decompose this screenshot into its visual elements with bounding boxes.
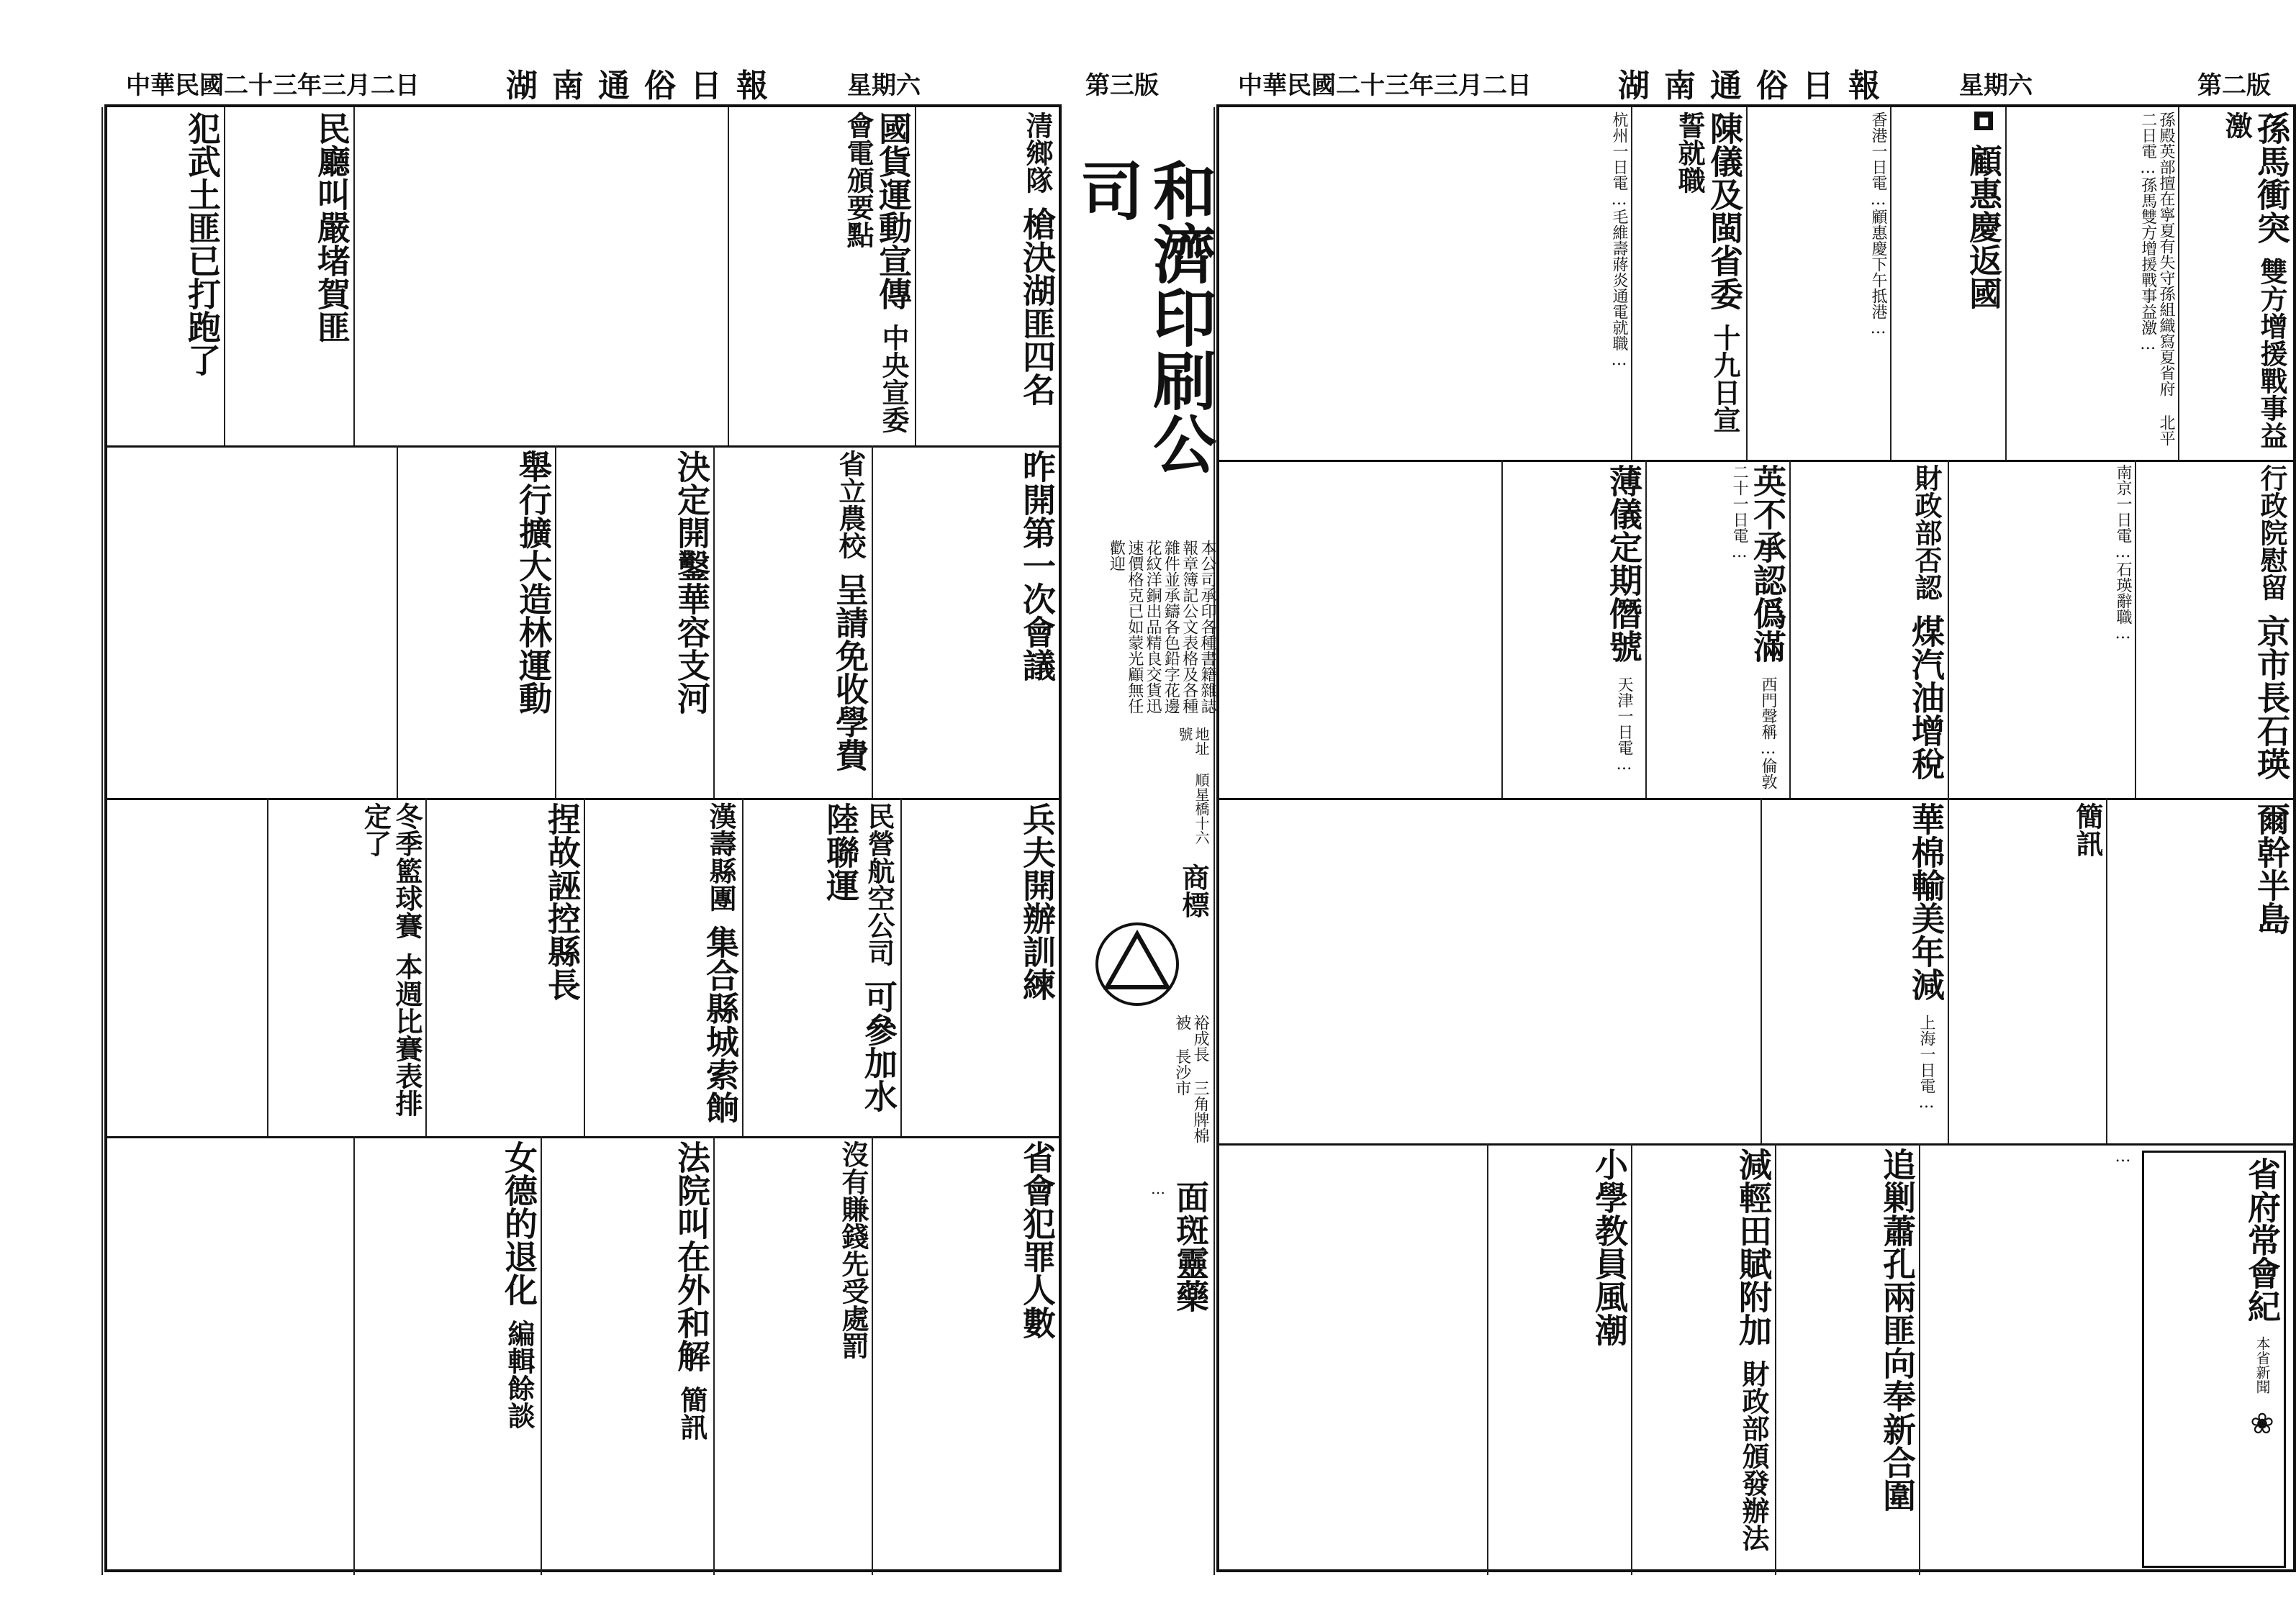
subheadline: 煤汽油增稅 <box>1907 614 1945 780</box>
triangle-trademark-icon <box>1094 921 1180 1007</box>
article-brief <box>1948 798 2106 1143</box>
article-nanjing-mayor <box>2135 460 2293 798</box>
article-body: … <box>1919 1143 2135 1575</box>
article-body: 香港一日電…顧惠慶下午抵港… <box>1746 107 1890 460</box>
section-label: 本省新聞 <box>2254 1336 2271 1394</box>
headline: 財政部否認 <box>1910 464 1943 601</box>
headline: 民營航空公司 <box>863 802 895 966</box>
article-civil-dept <box>224 107 353 445</box>
article-filler <box>1213 1143 1487 1575</box>
subheadline: 財政部頒發辦法 <box>1737 1360 1770 1551</box>
subheadline: 行政院慰留 <box>2256 464 2288 601</box>
article-crime <box>872 1136 1059 1575</box>
article-womens-virtue <box>353 1136 541 1575</box>
trademark-label: 商標 <box>1178 863 1210 918</box>
headline: 兵夫開辦訓練 <box>1018 802 1057 1001</box>
article-qingxiang <box>915 107 1059 445</box>
headline: 昨開第一次會議 <box>1018 450 1057 681</box>
bullet-square-icon: ◼ <box>1974 112 1993 130</box>
headline: 女德的退化 <box>500 1140 538 1306</box>
printing-ad-body: 本公司承印各種書籍雜誌報章簿記公文表格及各種雜件並承鑄各色鉛字花邊花紋洋銅出品精良交貨迅速價格克已如蒙光顧無任歡迎 <box>1107 540 1216 714</box>
article-body: 杭州一日電…毛維壽蔣炎通電就職… <box>1213 107 1631 460</box>
article-balkan <box>2106 798 2293 1143</box>
subheadline: 十九日宣誓就職 <box>1673 112 1741 433</box>
paper-title-right: 湖南通俗日報 <box>1618 68 1894 104</box>
newspaper-page-left <box>104 104 1062 1572</box>
subheadline: 呈請免收學費 <box>831 573 869 771</box>
headline: 簡訊 <box>2071 802 2104 857</box>
headline: 省會犯罪人數 <box>1018 1140 1057 1339</box>
article-bandits <box>101 107 224 445</box>
weekday-right: 星期六 <box>1959 71 2033 100</box>
article-meeting <box>872 445 1059 798</box>
headline: 犯武土匪已打跑了 <box>183 112 222 376</box>
headline: 清鄉隊 <box>1021 112 1054 194</box>
headline: 冬季籃球賽 <box>391 802 423 939</box>
subheadline: 槍決湖匪四名 <box>1018 207 1057 406</box>
subheadline: 簡訊 <box>676 1386 708 1441</box>
trademark-text: 裕成長 三角牌棉被 長沙市 <box>1172 1015 1209 1143</box>
article-body: 南京一日電…石瑛辭職… <box>1948 460 2135 798</box>
article-sun-ma <box>2178 107 2293 460</box>
article-aviation <box>742 798 900 1136</box>
article-filler <box>1213 460 1501 798</box>
headline: 華棉輸美年減 <box>1907 802 1945 1001</box>
headline: 小學教員風潮 <box>1590 1148 1629 1346</box>
headline: 決定開鑿華容支河 <box>672 450 711 715</box>
weekday-left: 星期六 <box>847 71 921 100</box>
article-penalty <box>713 1136 872 1575</box>
masthead-left <box>112 66 1177 104</box>
headline: 陳儀及閩省委 <box>1705 112 1744 310</box>
subheadline: 中央宣委會電頒要點 <box>842 112 910 433</box>
article-soldiers <box>900 798 1059 1136</box>
subheadline: 集合縣城索餉 <box>701 925 740 1124</box>
article-filler <box>101 1136 353 1575</box>
article-body: 上海一日電… <box>1917 1015 1935 1112</box>
paper-title-left: 湖南通俗日報 <box>506 68 782 104</box>
newspaper-page-right <box>1216 104 2296 1572</box>
article-gu <box>1890 107 2005 460</box>
headline: 英不承認僞滿 <box>1748 464 1787 663</box>
article-filler <box>101 798 267 1136</box>
article-filler <box>1213 798 1761 1143</box>
medicine-ad <box>1065 1180 1209 1569</box>
date-left: 中華民國二十三年三月二日 <box>126 71 420 100</box>
flower-ornament-icon: ❀ <box>2246 1407 2279 1441</box>
headline: 省府常會紀 <box>2243 1157 2282 1323</box>
subheadline: 可參加水陸聯運 <box>821 802 898 1112</box>
headline: 減輕田賦附加 <box>1734 1148 1773 1346</box>
column-label: 編輯餘談 <box>503 1320 535 1429</box>
article-national-goods <box>728 107 915 445</box>
medicine-ad-body: … <box>1149 1180 1167 1197</box>
medicine-ad-title: 面斑靈藥 <box>1171 1180 1210 1312</box>
subheadline: 雙方增援戰事益激 <box>2220 112 2288 449</box>
headline: 顧惠慶返國 <box>1964 144 2003 309</box>
printing-ad-address: 地址 順星橋十六號 <box>1176 727 1210 845</box>
headline: 省立農校 <box>834 450 867 559</box>
edition-right: 第二版 <box>2197 71 2271 100</box>
headline: 法院叫在外和解 <box>672 1140 711 1372</box>
article-false-accuse <box>425 798 584 1136</box>
article-land-tax <box>1631 1143 1775 1575</box>
article-body: 西門聲稱…倫敦二十一日電… <box>1730 464 1777 789</box>
headline: 捏故誣控縣長 <box>543 802 582 1001</box>
article-body: 孫殿英部擅在寧夏有失守孫組織寫夏省府 北平二日電…孫馬雙方增援戰事益激… <box>2005 107 2178 460</box>
masthead-right <box>1224 66 2289 104</box>
article-court <box>541 1136 713 1575</box>
article-cotton <box>1761 798 1948 1143</box>
headline: 民廳叫嚴堵賀匪 <box>312 112 351 343</box>
printing-ad-title: 和濟印刷公司 <box>1070 158 1218 475</box>
article-huarong <box>555 445 713 798</box>
article-uk <box>1645 460 1789 798</box>
article-teachers <box>1487 1143 1631 1575</box>
headline: 爾幹半島 <box>2252 802 2291 935</box>
article-filler <box>353 107 728 445</box>
center-ad-strip <box>1058 137 1216 1569</box>
subheadline: 本週比賽表排定了 <box>359 802 423 1117</box>
edition-left: 第三版 <box>1085 71 1159 100</box>
article-agri-school <box>713 445 872 798</box>
article-body: 天津一日電… <box>1615 676 1633 774</box>
article-chen <box>1631 107 1746 460</box>
trademark-ad <box>1065 863 1209 1166</box>
headline: 薄儀定期僭號 <box>1604 464 1643 663</box>
date-right: 中華民國二十三年三月二日 <box>1238 71 1532 100</box>
article-forestry <box>397 445 555 798</box>
article-hanshou <box>584 798 742 1136</box>
article-basketball <box>267 798 425 1136</box>
article-puyi <box>1501 460 1645 798</box>
headline: 舉行擴大造林運動 <box>514 450 553 715</box>
headline: 京市長石瑛 <box>2252 614 2291 780</box>
headline: 國貨運動宣傳 <box>874 112 913 310</box>
headline: 沒有賺錢先受處罰 <box>837 1140 869 1359</box>
article-provincial-council <box>2142 1151 2286 1568</box>
article-suppress <box>1775 1143 1919 1575</box>
headline: 孫馬衝突 <box>2252 112 2291 244</box>
headline: 漢壽縣團 <box>705 802 737 912</box>
headline: 追剿蕭孔兩匪向奉新合圍 <box>1878 1148 1917 1512</box>
article-filler <box>101 445 397 798</box>
article-finance <box>1789 460 1948 798</box>
